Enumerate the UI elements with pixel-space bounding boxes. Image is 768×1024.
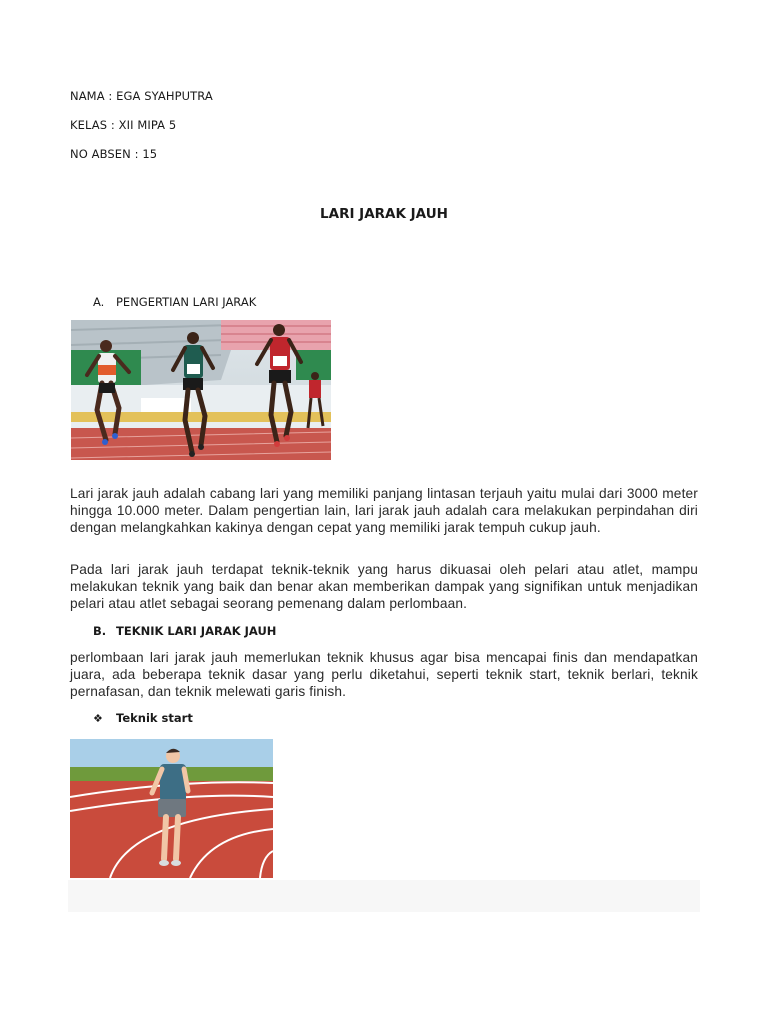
runner-on-track-illustration xyxy=(70,739,273,878)
section-a-title: PENGERTIAN LARI JARAK xyxy=(116,295,257,309)
paragraph-basic-techniques: perlombaan lari jarak jauh memerlukan teknik khusus agar bisa mencapai finis dan mendapatkan juara, ada beberapa teknik dasar yang perlu diketahui, seperti teknik start, teknik berlari, teknik pernafasan, dan teknik melewati garis finish. xyxy=(70,650,698,699)
teknik-start-label: Teknik start xyxy=(116,711,193,725)
student-number: NO ABSEN : 15 xyxy=(70,147,158,161)
section-b-number: B. xyxy=(93,624,107,638)
student-name: NAMA : EGA SYAHPUTRA xyxy=(70,89,213,103)
teknik-start-item xyxy=(93,711,193,725)
section-b-title: TEKNIK LARI JARAK JAUH xyxy=(116,624,277,638)
paragraph-definition: Lari jarak jauh adalah cabang lari yang memiliki panjang lintasan terjauh yaitu mulai dari 3000 meter hingga 10.000 meter. Dalam pengertian lain, lari jarak jauh adalah cara melakukan perpindahan diri dengan melangkahkan kakinya dengan cepat yang memiliki jarak tempuh cukup jauh. xyxy=(70,486,698,535)
page-footer-band xyxy=(68,880,700,912)
sprinters-photo xyxy=(71,320,331,460)
student-class: KELAS : XII MIPA 5 xyxy=(70,118,177,132)
section-a-number: A. xyxy=(93,295,105,309)
paragraph-technique-importance: Pada lari jarak jauh terdapat teknik-teknik yang harus dikuasai oleh pelari atau atlet, mampu melakukan teknik yang baik dan benar akan memberikan dampak yang signifikan untuk menjadikan pelari atau atlet sebagai seorang pemenang dalam perlombaan. xyxy=(70,562,698,611)
diamond-bullet-icon: ❖ xyxy=(93,712,103,725)
section-b-heading xyxy=(93,624,276,638)
section-a-heading xyxy=(93,295,256,309)
document-title: LARI JARAK JAUH xyxy=(320,206,448,222)
